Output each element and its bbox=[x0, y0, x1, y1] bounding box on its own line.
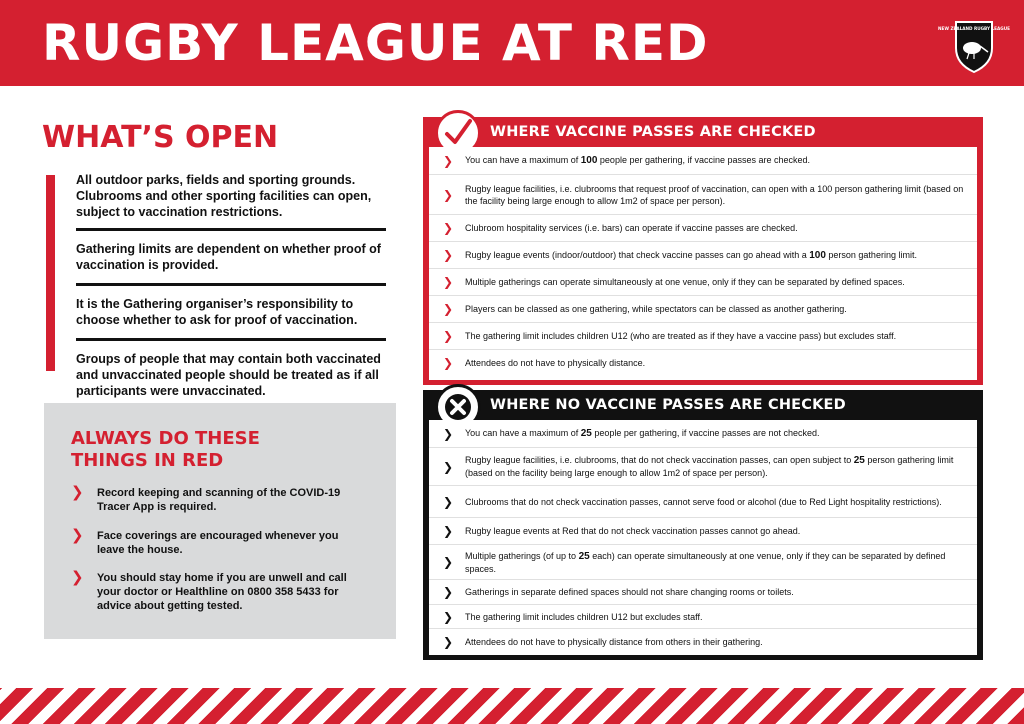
logo-text: NEW ZEALAND RUGBY LEAGUE bbox=[938, 26, 1010, 31]
rule-row bbox=[429, 518, 977, 545]
chevron-right-icon: ❯ bbox=[443, 494, 454, 509]
always-item-text: Face coverings are encouraged whenever you leave the house. bbox=[97, 530, 339, 556]
always-item bbox=[71, 571, 361, 613]
rule-row bbox=[429, 350, 977, 376]
chevron-right-icon: ❯ bbox=[443, 585, 454, 599]
chevron-right-icon: ❯ bbox=[443, 426, 454, 441]
whats-open-item: All outdoor parks, fields and sporting grounds. Clubrooms and other sporting facilities can open, subject to vaccination restrictions. bbox=[76, 173, 372, 219]
page-title: RUGBY LEAGUE AT RED bbox=[42, 14, 709, 72]
rule-row bbox=[429, 420, 977, 448]
rule-row bbox=[429, 629, 977, 655]
no-vaccine-list bbox=[429, 420, 977, 655]
rule-text: The gathering limit includes children U12 but excludes staff. bbox=[465, 611, 703, 622]
always-item-text: Record keeping and scanning of the COVID-19 Tracer App is required. bbox=[97, 487, 341, 513]
no-vaccine-panel bbox=[423, 390, 983, 660]
rule-text: The gathering limit includes children U12 (who are treated as if they have a vaccine pass) but excludes staff. bbox=[465, 331, 897, 341]
rule-row bbox=[429, 296, 977, 323]
vaccine-checked-panel bbox=[423, 117, 983, 385]
chevron-right-icon: ❯ bbox=[443, 275, 454, 289]
rule-text: Gatherings in separate defined spaces should not share changing rooms or toilets. bbox=[465, 587, 794, 597]
rule-text: You can have a maximum of 25 people per gathering, if vaccine passes are not checked. bbox=[465, 428, 820, 439]
vaccine-checked-title: WHERE VACCINE PASSES ARE CHECKED bbox=[490, 124, 816, 140]
chevron-right-icon: ❯ bbox=[443, 609, 454, 624]
rule-row bbox=[429, 215, 977, 242]
always-do-box bbox=[44, 403, 396, 639]
chevron-right-icon: ❯ bbox=[443, 221, 454, 235]
whats-open-item: Gathering limits are dependent on whether proof of vaccination is provided. bbox=[76, 242, 381, 272]
vaccine-checked-list bbox=[429, 147, 977, 380]
chevron-right-icon: ❯ bbox=[443, 329, 454, 343]
chevron-right-icon: ❯ bbox=[443, 459, 454, 474]
rule-row bbox=[429, 605, 977, 629]
rule-text: Rugby league facilities, i.e. clubrooms that request proof of vaccination, can open with a 100 person gathering limit (based on the facility being large enough to allow 1m2 of space per person). bbox=[465, 183, 964, 206]
rule-row bbox=[429, 242, 977, 269]
rule-row bbox=[429, 580, 977, 605]
chevron-right-icon: ❯ bbox=[443, 302, 454, 316]
chevron-right-icon: ❯ bbox=[443, 248, 454, 262]
whats-open-title: WHAT’S OPEN bbox=[42, 120, 279, 155]
rule-text: You can have a maximum of 100 people per gathering, if vaccine passes are checked. bbox=[465, 155, 811, 166]
rule-text: Clubroom hospitality services (i.e. bars) can operate if vaccine passes are checked. bbox=[465, 223, 798, 233]
whats-open-item: It is the Gathering organiser’s responsibility to choose whether to ask for proof of vaccination. bbox=[76, 297, 358, 327]
rule-text: Rugby league events (indoor/outdoor) that check vaccine passes can go ahead with a 100 person gathering limit. bbox=[465, 249, 917, 261]
rule-text: Multiple gatherings (of up to 25 each) can operate simultaneously at one venue, only if they can be separated by defined spaces. bbox=[465, 550, 946, 574]
whats-open-accent-bar bbox=[46, 175, 55, 371]
chevron-right-icon: ❯ bbox=[71, 484, 84, 501]
chevron-right-icon: ❯ bbox=[443, 555, 454, 569]
whats-open-list bbox=[76, 172, 386, 399]
always-item bbox=[71, 486, 361, 514]
chevron-right-icon: ❯ bbox=[443, 635, 454, 649]
rule-row bbox=[429, 486, 977, 518]
chevron-right-icon: ❯ bbox=[443, 356, 454, 370]
chevron-right-icon: ❯ bbox=[71, 569, 84, 586]
rule-text: Attendees do not have to physically distance from others in their gathering. bbox=[465, 637, 763, 647]
chevron-right-icon: ❯ bbox=[71, 527, 84, 544]
rule-row bbox=[429, 545, 977, 580]
rule-row bbox=[429, 448, 977, 486]
header-banner bbox=[0, 0, 1024, 86]
rule-row bbox=[429, 323, 977, 350]
striped-footer bbox=[0, 688, 1024, 724]
kiwi-shield-logo bbox=[938, 18, 1010, 74]
chevron-right-icon: ❯ bbox=[443, 187, 454, 202]
chevron-right-icon: ❯ bbox=[443, 153, 454, 168]
rule-text: Players can be classed as one gathering, while spectators can be classed as another gathering. bbox=[465, 304, 847, 314]
always-item bbox=[71, 529, 361, 557]
rule-row bbox=[429, 175, 977, 215]
whats-open-item: Groups of people that may contain both vaccinated and unvaccinated people should be treated as if all participants were unvaccinated. bbox=[76, 352, 381, 398]
no-vaccine-title: WHERE NO VACCINE PASSES ARE CHECKED bbox=[490, 397, 846, 413]
rule-row bbox=[429, 269, 977, 296]
chevron-right-icon: ❯ bbox=[443, 524, 454, 538]
rule-text: Attendees do not have to physically distance. bbox=[465, 358, 646, 368]
rule-text: Rugby league events at Red that do not check vaccination passes cannot go ahead. bbox=[465, 526, 801, 536]
rule-text: Rugby league facilities, i.e. clubrooms, that do not check vaccination passes, can open subject to 25 person gathering limit (based on the facility being large enough to allow 1m2 of space per person). bbox=[465, 455, 954, 478]
always-do-title: ALWAYS DO THESE THINGS IN RED bbox=[71, 428, 260, 471]
always-item-text: You should stay home if you are unwell and call your doctor or Healthline on 0800 358 5433 for advice about getting tested. bbox=[97, 572, 347, 612]
rule-text: Multiple gatherings can operate simultaneously at one venue, only if they can be separated by defined spaces. bbox=[465, 277, 905, 287]
rule-row bbox=[429, 147, 977, 175]
rule-text: Clubrooms that do not check vaccination passes, cannot serve food or alcohol (due to Red Light hospitality restrictions). bbox=[465, 496, 942, 507]
